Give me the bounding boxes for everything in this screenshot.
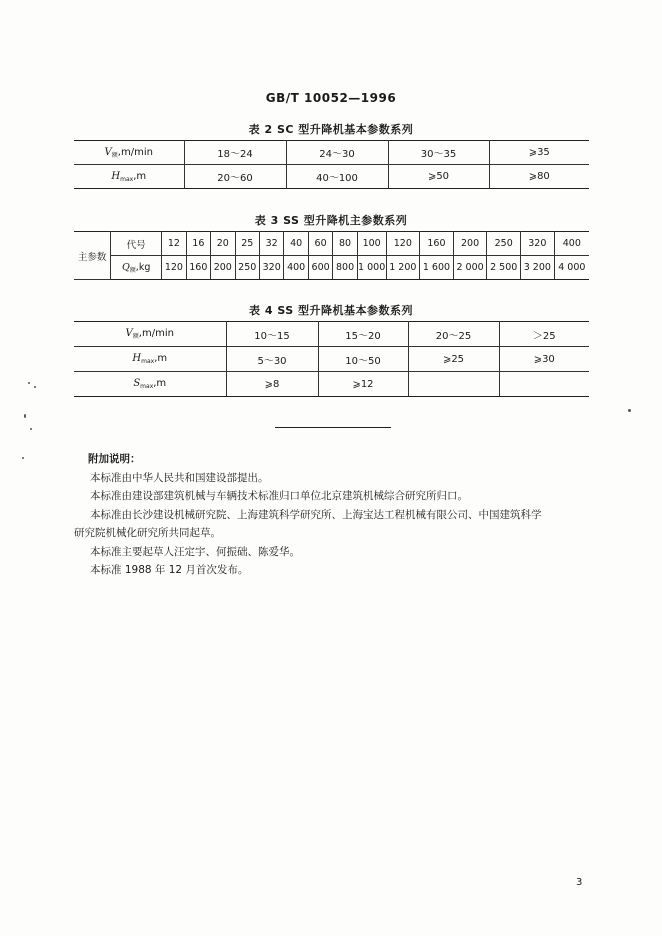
table-cell: 3 200 [521, 256, 555, 280]
table-cell: 1 200 [386, 256, 420, 280]
table-cell: 120 [162, 256, 186, 280]
table-row [74, 322, 589, 347]
notes-line: 本标准由中华人民共和国建设部提出。 [90, 471, 269, 484]
row-label: 代号 [111, 232, 162, 256]
table-cell: 600 [308, 256, 332, 280]
scan-speck [28, 382, 30, 384]
scan-speck [30, 428, 32, 430]
scan-speck [34, 386, 36, 388]
table-cell: 200 [453, 232, 487, 256]
table-cell: 320 [259, 256, 283, 280]
notes-line: 本标准由建设部建筑机械与车辆技术标准归口单位北京建筑机械综合研究所归口。 [90, 490, 468, 502]
table-cell: 40～100 [286, 165, 388, 189]
row-label: $S_{max},m$ [74, 372, 226, 397]
table-cell: 5～30 [226, 347, 318, 372]
table-cell: 250 [487, 232, 521, 256]
table-cell: ⩾25 [408, 347, 499, 372]
table2 [74, 140, 589, 189]
scan-speck [24, 414, 26, 418]
table-cell: ⩾12 [318, 372, 408, 397]
table-row [74, 347, 589, 372]
table-cell: 320 [521, 232, 555, 256]
table-cell: 1 000 [357, 256, 386, 280]
table-cell: 10～50 [318, 347, 408, 372]
row-label: $V_额,m/\min$ [74, 141, 184, 165]
notes-line: 本标准由长沙建设机械研究院、上海建筑科学研究所、上海宝达工程机械有限公司、中国建筑科学 [90, 508, 542, 521]
table-cell: ⩾50 [388, 165, 489, 189]
notes-line: 研究院机械化研究所共同起草。 [74, 527, 221, 539]
table-cell: 12 [162, 232, 186, 256]
row-label: $H_{max},m$ [74, 165, 184, 189]
table-cell: 40 [284, 232, 308, 256]
table-cell: 400 [284, 256, 308, 280]
table2-caption: 表 2 SC 型升降机基本参数系列 [248, 123, 414, 136]
table-cell: 400 [554, 232, 589, 256]
table-cell: ⩾80 [489, 165, 589, 189]
table-row [74, 372, 589, 397]
table-cell: 4 000 [554, 256, 589, 280]
notes-line: 本标准 1988 年 12 月首次发布。 [90, 564, 249, 576]
notes-line: 本标准主要起草人汪定宇、何振础、陈爱华。 [90, 545, 300, 558]
page-number: 3 [576, 877, 583, 888]
scan-speck [628, 409, 631, 412]
table-cell: 100 [357, 232, 386, 256]
table-cell: ⩾30 [499, 347, 589, 372]
scan-speck [22, 457, 24, 459]
section-divider [275, 427, 391, 428]
group-label: 主参数 [74, 232, 111, 280]
table-cell: 2 500 [487, 256, 521, 280]
table-cell: 32 [259, 232, 283, 256]
table4-caption: 表 4 SS 型升降机基本参数系列 [249, 304, 413, 317]
table-cell: 160 [420, 232, 454, 256]
table-row [74, 165, 589, 189]
row-label: $H_{max},m$ [74, 347, 226, 372]
table-row [74, 232, 589, 256]
table-cell: 10～15 [226, 322, 318, 347]
table-cell: 2 000 [453, 256, 487, 280]
table3 [74, 231, 589, 280]
table-cell: 20～25 [408, 322, 499, 347]
table-cell: 120 [386, 232, 420, 256]
row-label: $V_额,m/\min$ [74, 322, 226, 347]
table-cell: 18～24 [184, 141, 286, 165]
table-cell: 20 [211, 232, 235, 256]
notes-heading: 附加说明： [88, 453, 141, 465]
table-cell: 200 [211, 256, 235, 280]
table-cell: 30～35 [388, 141, 489, 165]
table-cell: 20～60 [184, 165, 286, 189]
table-cell: ⩾35 [489, 141, 589, 165]
table-cell: 1 600 [420, 256, 454, 280]
table-cell: 60 [308, 232, 332, 256]
table-cell: 15～20 [318, 322, 408, 347]
table-cell: 800 [333, 256, 357, 280]
table3-caption: 表 3 SS 型升降机主参数系列 [254, 214, 408, 227]
table-cell: ⩾8 [226, 372, 318, 397]
table-row [74, 256, 589, 280]
table-cell: 250 [235, 256, 259, 280]
additional-notes [74, 450, 600, 580]
table4 [74, 321, 589, 397]
table-cell [499, 372, 589, 397]
table-cell: 24～30 [286, 141, 388, 165]
table-cell: 160 [186, 256, 210, 280]
table-cell: ＞25 [499, 322, 589, 347]
table-cell: 16 [186, 232, 210, 256]
table-row [74, 141, 589, 165]
table-cell: 25 [235, 232, 259, 256]
standard-code: GB/T 10052—1996 [265, 91, 397, 105]
row-label: $Q_额,kg$ [111, 256, 162, 280]
table-cell [408, 372, 499, 397]
table-cell: 80 [333, 232, 357, 256]
